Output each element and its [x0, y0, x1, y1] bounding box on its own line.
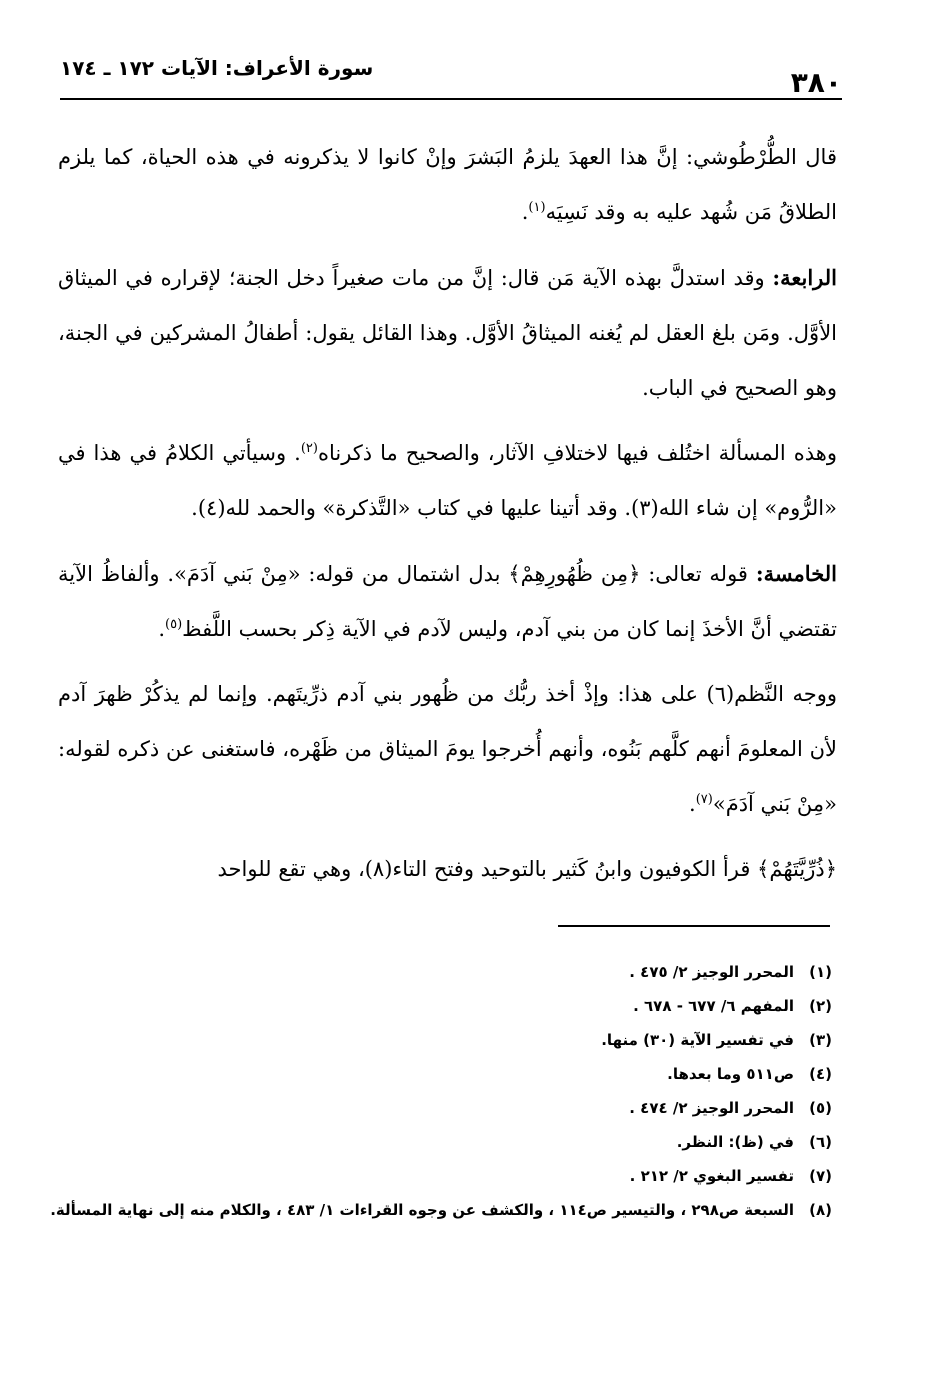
footnote-number: (٤)	[809, 1065, 832, 1083]
footnote-number: (٨)	[809, 1201, 832, 1219]
footnote-separator	[558, 925, 830, 927]
paragraph-text: وقد استدلَّ بهذه الآية مَن قال: إنَّ من مات صغيراً دخل الجنة؛ لإقراره في الميثاق الأوَّل. ومَن بلغ العقل لم يُغنه الميثاقُ الأوَّل. وهذا القائل يقول: أطفالُ المشركين في الجنة، وهو الصحيح في الباب.	[58, 266, 837, 400]
footnote	[50, 989, 832, 1023]
footnote	[50, 1125, 832, 1159]
footnote	[50, 1057, 832, 1091]
paragraph	[58, 426, 837, 536]
footnote-text: في تفسير الآية (٣٠) منها.	[601, 1031, 794, 1049]
footnote-ref[interactable]: (١)	[528, 200, 546, 215]
main-text	[58, 130, 837, 907]
paragraph	[58, 130, 837, 240]
footnote-number: (٦)	[809, 1133, 832, 1151]
paragraph-tail: . وسيأتي الكلامُ في هذا في «الرُّوم» إن شاء الله(٣). وقد أتينا عليها في كتاب «التَّذكرة» والحمد لله(٤).	[58, 441, 837, 520]
footnote-text: تفسير البغوي ٢/ ٢١٢ .	[629, 1167, 794, 1185]
paragraph-text: ووجه النَّظم(٦) على هذا: وإذْ أخذ ربُّك من ظُهور بني آدم ذرِّيتَهم. وإنما لم يذكُرْ ظهرَ آدم لأن المعلومَ أنهم كلَّهم بَنُوه، وأنهم أُخرجوا يومَ الميثاق من ظَهْره، فاستغنى عن ذكره لقوله: «مِنْ بَني آدَمَ»	[58, 682, 837, 816]
footnote	[50, 1023, 832, 1057]
paragraph	[58, 842, 837, 897]
footnote-text: في (ظ): النظر.	[676, 1133, 794, 1151]
section-lead: الخامسة:	[755, 561, 837, 586]
paragraph-text: ﴿ذُرِّيَّتَهُمْ﴾ قرأ الكوفيون وابنُ كَثير بالتوحيد وفتح التاء(٨)، وهي تقع للواحد	[217, 857, 837, 881]
paragraph-text: قوله تعالى: ﴿مِن ظُهُورِهِمْ﴾ بدل اشتمال من قوله: «مِنْ بَني آدَمَ». وألفاظُ الآية تقتضي أنَّ الأخذَ إنما كان من بني آدم، وليس لآدم في الآية ذِكر بحسب اللَّفظ	[58, 562, 837, 641]
paragraph-text: وهذه المسألة اختُلف فيها لاختلافِ الآثار، والصحيح ما ذكرناه	[317, 441, 837, 465]
footnotes	[50, 955, 832, 1227]
footnote-ref[interactable]: (٧)	[695, 792, 713, 807]
footnote-number: (٥)	[809, 1099, 832, 1117]
footnote-text: المفهم ٦/ ٦٧٧ - ٦٧٨ .	[633, 997, 794, 1015]
running-title: سورة الأعراف: الآيات ١٧٢ ـ ١٧٤	[60, 56, 374, 80]
footnote-text: المحرر الوجيز ٢/ ٤٧٥ .	[629, 963, 794, 981]
footnote	[50, 1193, 832, 1227]
footnote	[50, 955, 832, 989]
section-lead: الرابعة:	[772, 265, 837, 290]
footnote-ref[interactable]: (٢)	[300, 441, 318, 456]
paragraph-tail: .	[689, 792, 696, 816]
footnote-number: (٣)	[809, 1031, 832, 1049]
footnote-text: السبعة ص٢٩٨ ، والتيسير ص١١٤ ، والكشف عن وجوه القراءات ١/ ٤٨٣ ، والكلام منه إلى نهاية المسألة.	[50, 1201, 794, 1219]
page-number: ٣٨٠	[790, 66, 842, 99]
footnote	[50, 1159, 832, 1193]
paragraph-tail: .	[158, 617, 166, 641]
paragraph-text: قال الطُّرْطُوشي: إنَّ هذا العهدَ يلزمُ البَشرَ وإنْ كانوا لا يذكرونه في هذه الحياة، كما يلزم الطلاقُ مَن شُهد عليه به وقد نَسِيَه	[58, 145, 837, 224]
footnote	[50, 1091, 832, 1125]
footnote-number: (١)	[809, 963, 832, 981]
footnote-text: المحرر الوجيز ٢/ ٤٧٤ .	[629, 1099, 794, 1117]
paragraph	[58, 667, 837, 832]
footnote-number: (٢)	[809, 997, 832, 1015]
paragraph	[58, 250, 837, 416]
footnote-text: ص٥١١ وما بعدها.	[667, 1065, 794, 1083]
paragraph-tail: .	[521, 200, 529, 224]
footnote-ref[interactable]: (٥)	[165, 617, 183, 632]
page-header	[60, 56, 842, 100]
paragraph	[58, 546, 837, 657]
footnote-number: (٧)	[809, 1167, 832, 1185]
